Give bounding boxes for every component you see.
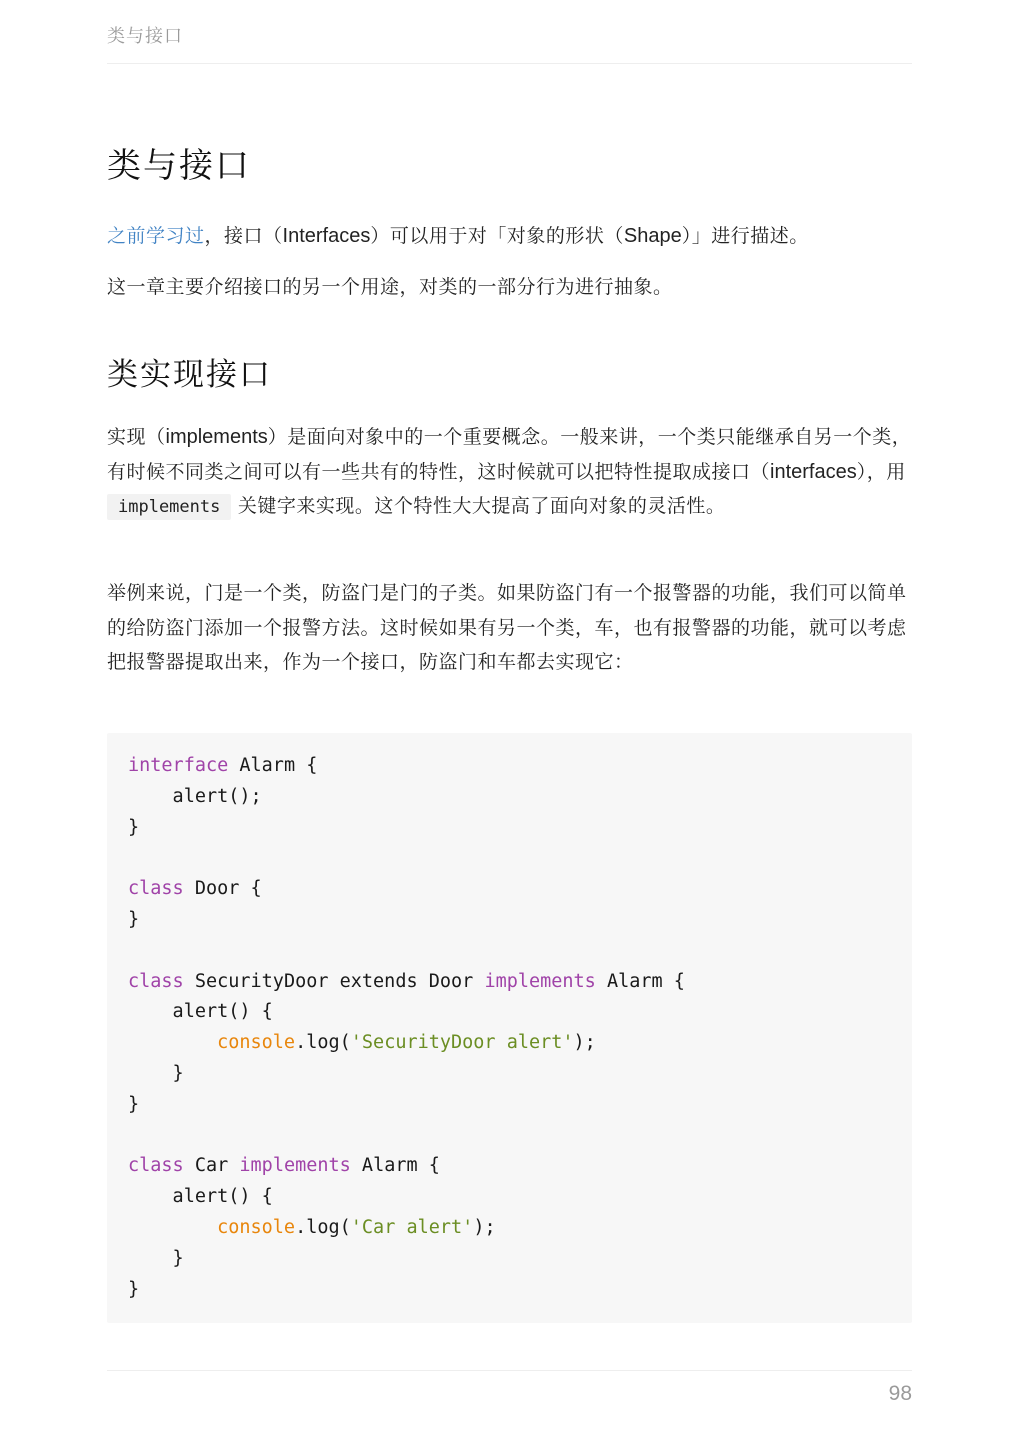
builtin: console xyxy=(217,1216,296,1238)
code-text: ); xyxy=(573,1032,596,1054)
keyword: interface xyxy=(128,755,229,776)
intro-text-c: ）」进行描述。 xyxy=(681,225,809,247)
text-fragment: 关键字来实现。这个特性大大提高了面向对象的灵活性。 xyxy=(237,495,726,517)
keyword: class xyxy=(128,1155,184,1177)
string-literal: 'Car alert' xyxy=(350,1216,474,1238)
page-number: 98 xyxy=(888,1382,912,1405)
code-text xyxy=(128,1217,217,1238)
code-text: alert(); xyxy=(128,785,262,807)
code-text: .log( xyxy=(295,1032,351,1054)
code-text: } xyxy=(128,908,140,930)
code-text xyxy=(128,1032,217,1053)
intro-paragraph-2: 这一章主要介绍接口的另一个用途，对类的一部分行为进行抽象。 xyxy=(107,276,673,298)
keyword: class xyxy=(128,878,184,900)
intro-term-interfaces: Interfaces xyxy=(282,225,371,247)
text-fragment: 实现（ xyxy=(107,426,166,448)
inline-code-implements: implements xyxy=(107,494,231,520)
string-literal: 'SecurityDoor alert' xyxy=(350,1032,574,1054)
text-fragment: ），用 xyxy=(856,460,906,483)
code-text: alert() { xyxy=(128,1186,273,1208)
code-text: } xyxy=(128,1062,184,1084)
code-listing xyxy=(107,733,912,1323)
term-implements: implements xyxy=(165,426,268,448)
builtin: console xyxy=(217,1032,296,1054)
term-interfaces: interfaces xyxy=(770,460,857,483)
code-text: } xyxy=(128,1278,140,1300)
code-text: Alarm { xyxy=(595,970,685,992)
code-text: Alarm { xyxy=(228,755,318,776)
code-text: } xyxy=(128,816,140,838)
footer-divider xyxy=(107,1370,912,1371)
page-title: 类与接口 xyxy=(107,146,251,186)
code-text: alert() { xyxy=(128,1001,273,1023)
code-text: ); xyxy=(473,1216,496,1238)
keyword: implements xyxy=(239,1155,351,1177)
intro-text-b: ）可以用于对「对象的形状（ xyxy=(370,225,624,247)
previous-chapter-link[interactable]: 之前学习过 xyxy=(107,225,205,247)
code-block xyxy=(107,733,912,1323)
intro-paragraph-1 xyxy=(107,219,912,254)
code-text: } xyxy=(128,1093,140,1115)
keyword: class xyxy=(128,970,184,992)
section-paragraph-1 xyxy=(107,420,912,525)
code-text: Car xyxy=(183,1155,240,1177)
code-text: SecurityDoor extends Door xyxy=(183,970,485,992)
code-text: Alarm { xyxy=(350,1155,440,1177)
intro-text-a: ，接口（ xyxy=(204,225,283,247)
section-paragraph-2: 举例来说，门是一个类，防盗门是门的子类。如果防盗门有一个报警器的功能，我们可以简单的给防盗门添加一个报警方法。这时候如果有另一个类，车，也有报警器的功能，就可以考虑把报警器提取出来，作为一个接口，防盗门和车都去实现它： xyxy=(107,582,907,673)
section-heading: 类实现接口 xyxy=(107,357,272,393)
running-header: 类与接口 xyxy=(107,26,183,47)
header-divider xyxy=(107,63,912,64)
code-text: Door { xyxy=(183,878,262,900)
keyword: implements xyxy=(484,970,596,992)
intro-term-shape: Shape xyxy=(623,225,682,247)
code-text: .log( xyxy=(295,1216,351,1238)
text-fragment: ）是面向对象中的一个重要概念。一般来讲，一个类只能继承自另一个类，有时候不同类之间可以有一些共有的特性，这时候就可以把特性提取成接口（ xyxy=(107,426,912,483)
code-text: } xyxy=(128,1247,184,1269)
